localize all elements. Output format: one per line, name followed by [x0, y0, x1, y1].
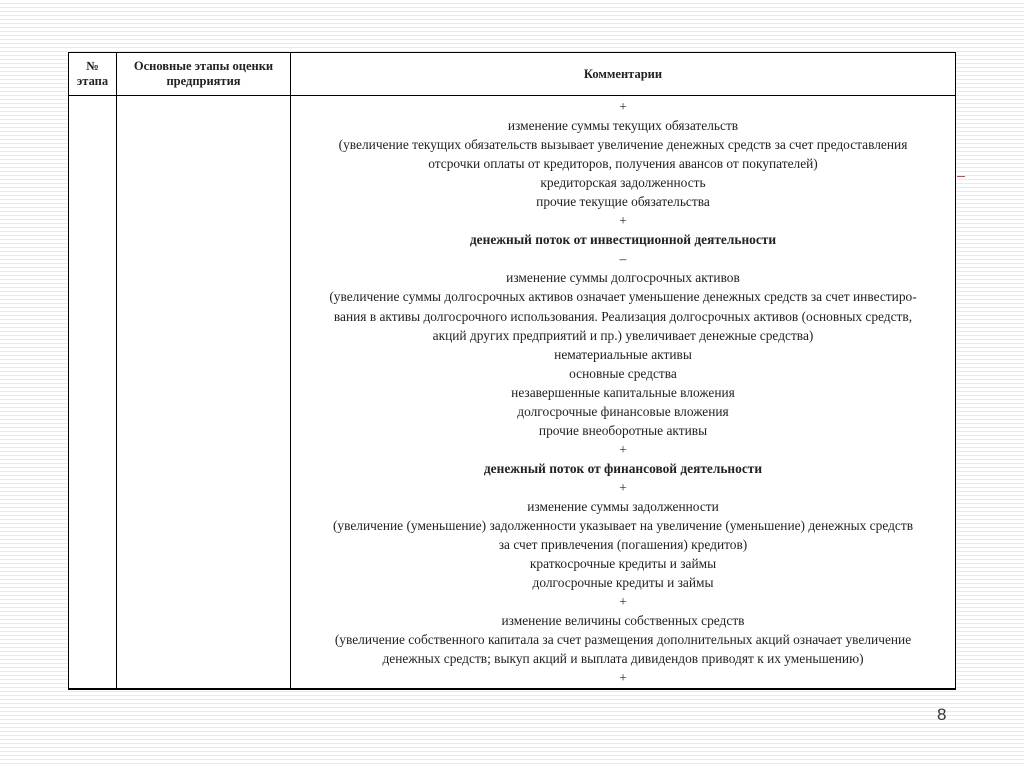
page-number: 8 — [937, 705, 947, 724]
comment-line: + — [619, 213, 627, 229]
comment-line: краткосрочные кредиты и займы — [529, 556, 717, 572]
column-divider — [116, 53, 117, 688]
comment-line: (увеличение текущих обязательств вызывает увеличение денежных средств за счет предоставления — [338, 137, 908, 153]
comment-line: денежных средств; выкуп акций и выплата дивидендов приводят к их уменьшению) — [382, 651, 864, 667]
header-comments-label: Комментарии — [583, 66, 663, 81]
header-divider — [69, 95, 955, 96]
comment-line: отсрочки оплаты от кредиторов, получения авансов от покупателей) — [428, 156, 818, 172]
comment-line: нематериальные активы — [554, 346, 692, 362]
comment-line: вания в активы долгосрочного использования. Реализация долгосрочных активов (основных средств, — [333, 308, 913, 324]
comment-line: изменение суммы долгосрочных активов — [506, 270, 740, 286]
comment-line: + — [619, 670, 627, 686]
comment-line: + — [619, 594, 627, 610]
red-dash-mark — [957, 176, 965, 177]
comment-line: изменение суммы текущих обязательств — [507, 118, 739, 134]
header-comments — [291, 53, 955, 95]
header-stage-number — [69, 53, 116, 95]
header-stage-number-line2: этапа — [76, 74, 109, 88]
comments-table — [68, 52, 956, 690]
header-main-stages — [117, 53, 290, 95]
comment-line: денежный поток от инвестиционной деятельности — [469, 232, 777, 248]
comment-line: основные средства — [569, 365, 677, 381]
comment-line: кредиторская задолженность — [540, 175, 706, 191]
comments-cell — [291, 97, 955, 687]
comment-line: прочие внеоборотные активы — [538, 422, 708, 438]
header-main-stages-line1: Основные этапы оценки — [133, 59, 274, 73]
comment-line: долгосрочные финансовые вложения — [517, 403, 729, 419]
comment-line: + — [619, 479, 627, 495]
comment-line: (увеличение собственного капитала за счет размещения дополнительных акций означает увеличение — [334, 632, 912, 648]
comment-line: – — [619, 251, 627, 267]
header-stage-number-line1: № — [86, 59, 99, 73]
comment-line: изменение величины собственных средств — [501, 613, 745, 629]
comment-line: + — [619, 441, 627, 457]
comment-line: (увеличение суммы долгосрочных активов означает уменьшение денежных средств за счет инвестиро- — [329, 289, 917, 305]
comment-line: долгосрочные кредиты и займы — [532, 575, 714, 591]
comment-line: изменение суммы задолженности — [527, 498, 719, 514]
comment-line: прочие текущие обязательства — [536, 194, 710, 210]
comment-line: незавершенные капитальные вложения — [511, 384, 735, 400]
header-main-stages-line2: предприятия — [166, 74, 241, 88]
comment-line: за счет привлечения (погашения) кредитов) — [498, 537, 748, 553]
comment-line: акций других предприятий и пр.) увеличивает денежные средства) — [432, 327, 814, 343]
comment-line: (увеличение (уменьшение) задолженности указывает на увеличение (уменьшение) денежных средств — [332, 518, 914, 534]
comment-line: денежный поток от финансовой деятельности — [483, 460, 763, 476]
comment-line: + — [619, 99, 627, 114]
